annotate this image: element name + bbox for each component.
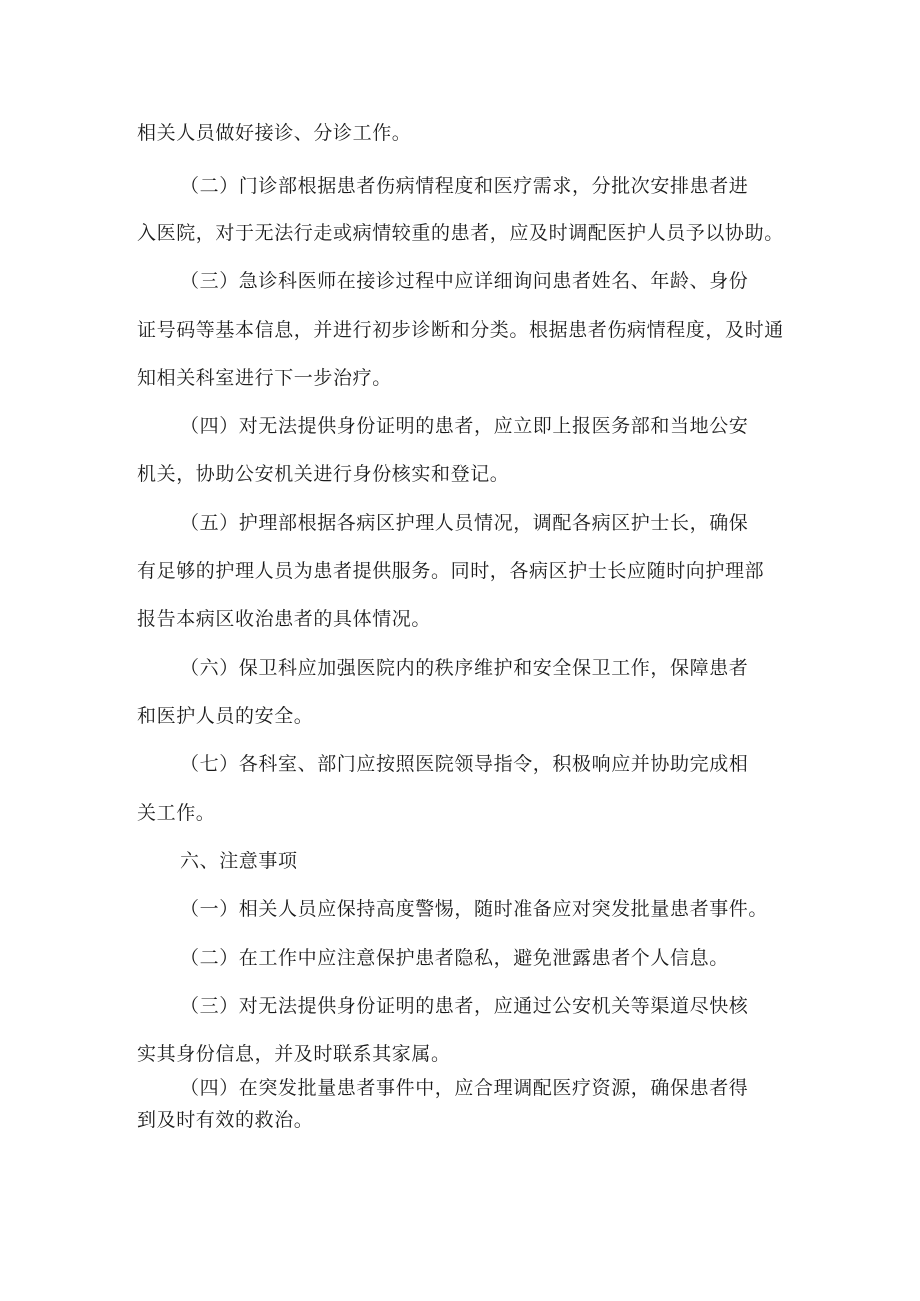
text-line: 证号码等基本信息，并进行初步诊断和分类。根据患者伤病情程度，及时通 [137,319,784,341]
text-line: （五）护理部根据各病区护理人员情况，调配各病区护士长，确保 [180,512,749,534]
text-line: （四）在突发批量患者事件中，应合理调配医疗资源，确保患者得 [180,1077,749,1099]
text-line: （三）急诊科医师在接诊过程中应详细询问患者姓名、年龄、身份 [180,270,749,292]
text-line: 机关，协助公安机关进行身份核实和登记。 [137,463,510,485]
text-line: 到及时有效的救治。 [137,1109,314,1131]
text-line: 相关人员做好接诊、分诊工作。 [137,122,412,144]
text-line: 实其身份信息，并及时联系其家属。 [137,1043,451,1065]
text-line: 入医院，对于无法行走或病情较重的患者，应及时调配医护人员予以协助。 [137,222,784,244]
text-line: （二）门诊部根据患者伤病情程度和医疗需求，分批次安排患者进 [180,175,749,197]
text-line: （七）各科室、部门应按照医院领导指令，积极响应并协助完成相 [180,753,749,775]
text-line: 和医护人员的安全。 [137,705,314,727]
text-line: 有足够的护理人员为患者提供服务。同时，各病区护士长应随时向护理部 [137,560,765,582]
text-line: （三）对无法提供身份证明的患者，应通过公安机关等渠道尽快核 [180,995,749,1017]
text-line: （二）在工作中应注意保护患者隐私，避免泄露患者个人信息。 [180,947,729,969]
text-line: （一）相关人员应保持高度警惕，随时准备应对突发批量患者事件。 [180,898,769,920]
section-heading: 六、注意事项 [180,850,298,872]
text-line: 关工作。 [137,802,216,824]
text-line: 知相关科室进行下一步治疗。 [137,367,392,389]
text-line: （四）对无法提供身份证明的患者，应立即上报医务部和当地公安 [180,415,749,437]
text-line: 报告本病区收治患者的具体情况。 [137,608,432,630]
text-line: （六）保卫科应加强医院内的秩序维护和安全保卫工作，保障患者 [180,657,749,679]
